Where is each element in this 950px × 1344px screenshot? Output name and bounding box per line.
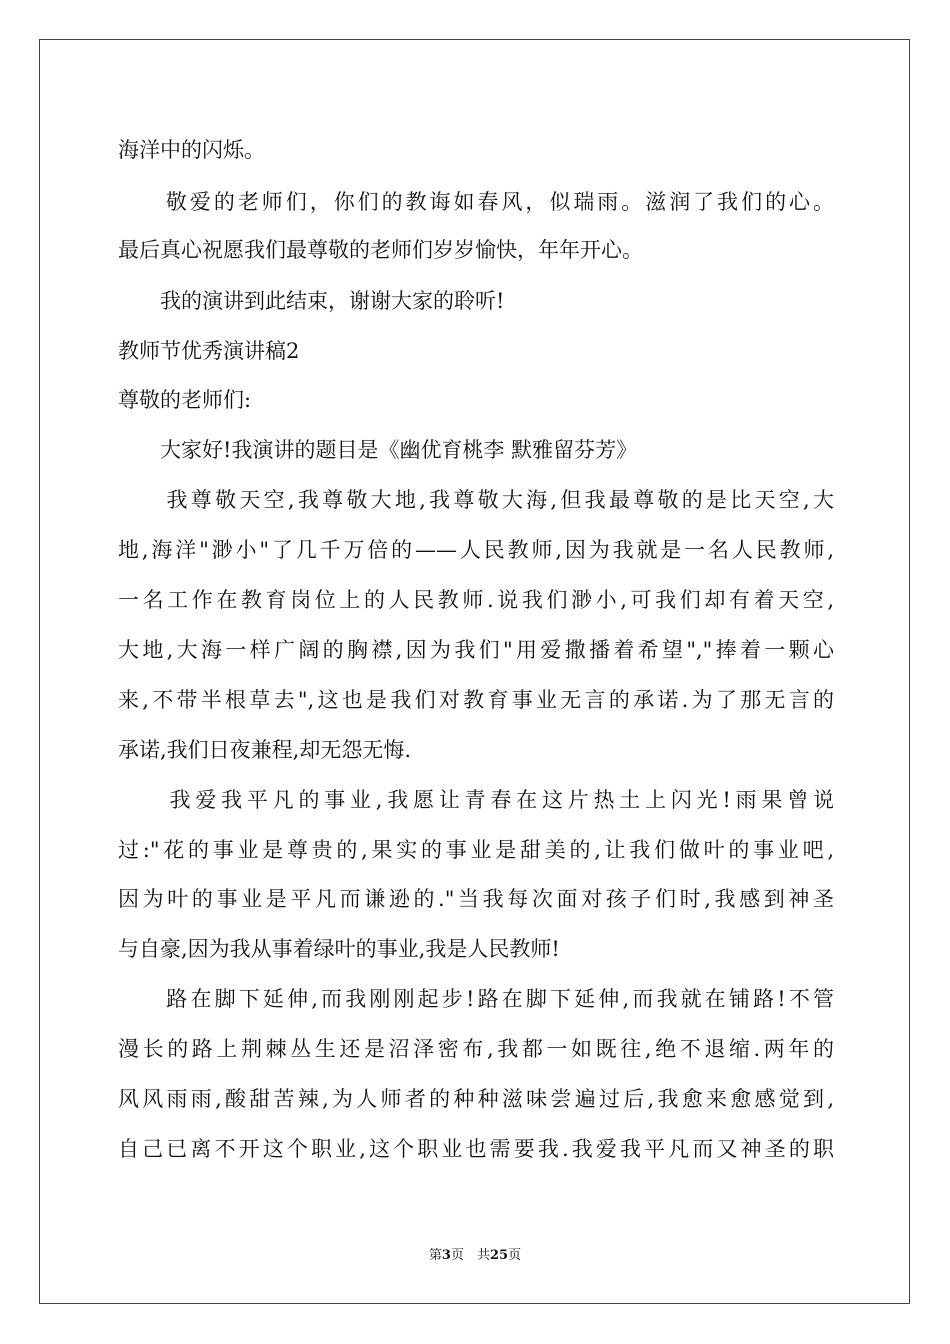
footer-suffix: 页 [508, 1248, 522, 1263]
text-line: 海洋中的闪烁。 [118, 138, 265, 162]
footer-page-current: 3 [441, 1248, 451, 1263]
text-line: 承诺,我们日夜兼程,却无怨无悔. [118, 738, 412, 762]
text-line: 我尊敬天空,我尊敬大地,我尊敬大海,但我最尊敬的是比天空,大 [118, 488, 834, 512]
page-border [39, 39, 910, 1304]
text-line: 最后真心祝愿我们最尊敬的老师们岁岁愉快，年年开心。 [118, 238, 643, 262]
footer-prefix: 第 [428, 1248, 442, 1263]
salutation: 尊敬的老师们: [118, 388, 252, 412]
page-footer [0, 1248, 950, 1264]
text-line: 自己已离不开这个职业,这个职业也需要我.我爱我平凡而又神圣的职 [118, 1137, 834, 1161]
footer-page-total: 25 [489, 1248, 509, 1263]
text-line: 地,海洋"渺小"了几千万倍的——人民教师,因为我就是一名人民教师, [118, 538, 834, 562]
text-line: 敬爱的老师们，你们的教诲如春风，似瑞雨。滋润了我们的心。 [118, 190, 834, 214]
text-line: 我爱我平凡的事业,我愿让青春在这片热土上闪光!雨果曾说 [118, 788, 834, 812]
text-line: 漫长的路上荆棘丛生还是沼泽密布,我都一如既往,绝不退缩.两年的 [118, 1037, 834, 1061]
text-line: 路在脚下延伸,而我刚刚起步!路在脚下延伸,而我就在铺路!不管 [118, 987, 834, 1011]
text-line: 我的演讲到此结束，谢谢大家的聆听! [118, 289, 505, 313]
text-line: 大家好!我演讲的题目是《幽优育桃李 默雅留芬芳》 [118, 438, 638, 462]
text-line: 一名工作在教育岗位上的人民教师.说我们渺小,可我们却有着天空, [118, 588, 834, 612]
footer-mid: 页 共 [450, 1248, 490, 1263]
text-line: 过:"花的事业是尊贵的,果实的事业是甜美的,让我们做叶的事业吧, [118, 838, 834, 862]
text-line: 来,不带半根草去",这也是我们对教育事业无言的承诺.为了那无言的 [118, 688, 834, 712]
text-line: 因为叶的事业是平凡而谦逊的."当我每次面对孩子们时,我感到神圣 [118, 887, 834, 911]
text-line: 大地,大海一样广阔的胸襟,因为我们"用爱撒播着希望","捧着一颗心 [118, 638, 834, 662]
section-heading: 教师节优秀演讲稿2 [118, 339, 300, 363]
text-line: 与自豪,因为我从事着绿叶的事业,我是人民教师! [118, 937, 560, 961]
text-line: 风风雨雨,酸甜苦辣,为人师者的种种滋味尝遍过后,我愈来愈感觉到, [118, 1087, 834, 1111]
